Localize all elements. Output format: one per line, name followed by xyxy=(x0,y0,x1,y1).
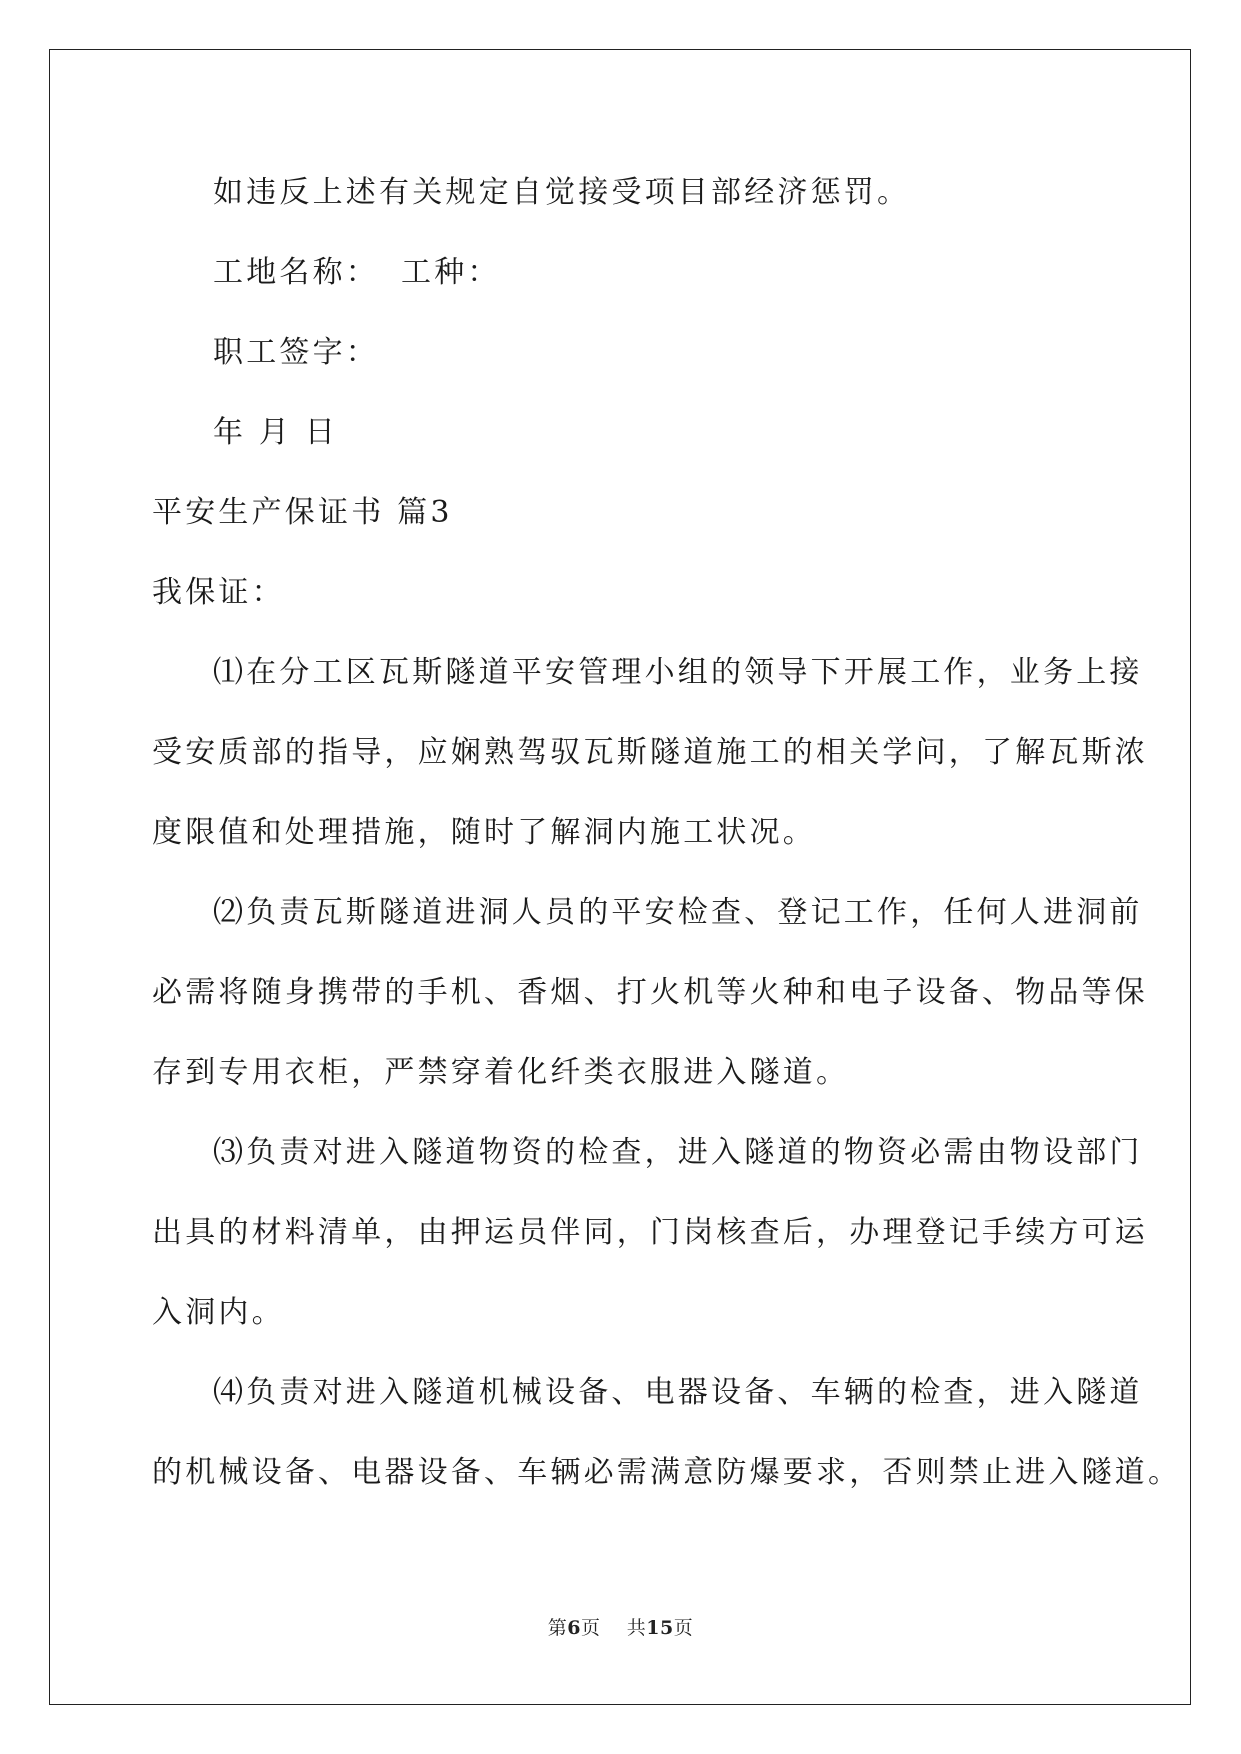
clause-1-line-1: ⑴在分工区瓦斯隧道平安管理小组的领导下开展工作，业务上接 xyxy=(213,655,1143,690)
clause-3-line-1: ⑶负责对进入隧道物资的检查，进入隧道的物资必需由物设部门 xyxy=(213,1135,1143,1170)
clause-2-line-1: ⑵负责瓦斯隧道进洞人员的平安检查、登记工作，任何人进洞前 xyxy=(213,895,1143,930)
footer-total-prefix: 共 xyxy=(626,1617,647,1639)
footer-page-number: 6 xyxy=(567,1617,582,1639)
section-title: 平安生产保证书 篇3 xyxy=(152,495,453,530)
signature-label: 职工签字： xyxy=(213,335,379,370)
footer-total-pages: 15 xyxy=(646,1617,674,1639)
site-info-line xyxy=(213,253,501,293)
clause-2-line-3: 存到专用衣柜，严禁穿着化纤类衣服进入隧道。 xyxy=(152,1055,850,1090)
clause-4-line-1: ⑷负责对进入隧道机械设备、电器设备、车辆的检查，进入隧道 xyxy=(213,1375,1143,1410)
clause-3-line-3: 入洞内。 xyxy=(152,1295,285,1330)
clause-1-line-2: 受安质部的指导，应娴熟驾驭瓦斯隧道施工的相关学问，了解瓦斯浓 xyxy=(152,735,1148,770)
clause-2-line-2: 必需将随身携带的手机、香烟、打火机等火种和电子设备、物品等保 xyxy=(152,975,1148,1010)
clause-3-line-2: 出具的材料清单，由押运员伴同，门岗核查后，办理登记手续方可运 xyxy=(152,1215,1148,1250)
footer-page-prefix: 第 xyxy=(547,1617,568,1639)
date-label: 年 月 日 xyxy=(213,415,339,450)
clause-4-line-2: 的机械设备、电器设备、车辆必需满意防爆要求，否则禁止进入隧道。 xyxy=(152,1455,1182,1490)
footer-page-suffix: 页 xyxy=(581,1617,601,1639)
footer-total-suffix: 页 xyxy=(673,1617,694,1639)
trade-label: 工种： xyxy=(401,255,501,290)
paragraph-penalty: 如违反上述有关规定自觉接受项目部经济惩罚。 xyxy=(213,175,911,210)
site-name-label: 工地名称： xyxy=(213,255,379,290)
pledge-intro: 我保证： xyxy=(152,575,285,610)
clause-1-line-3: 度限值和处理措施，随时了解洞内施工状况。 xyxy=(152,815,816,850)
page-footer xyxy=(0,1616,1241,1640)
